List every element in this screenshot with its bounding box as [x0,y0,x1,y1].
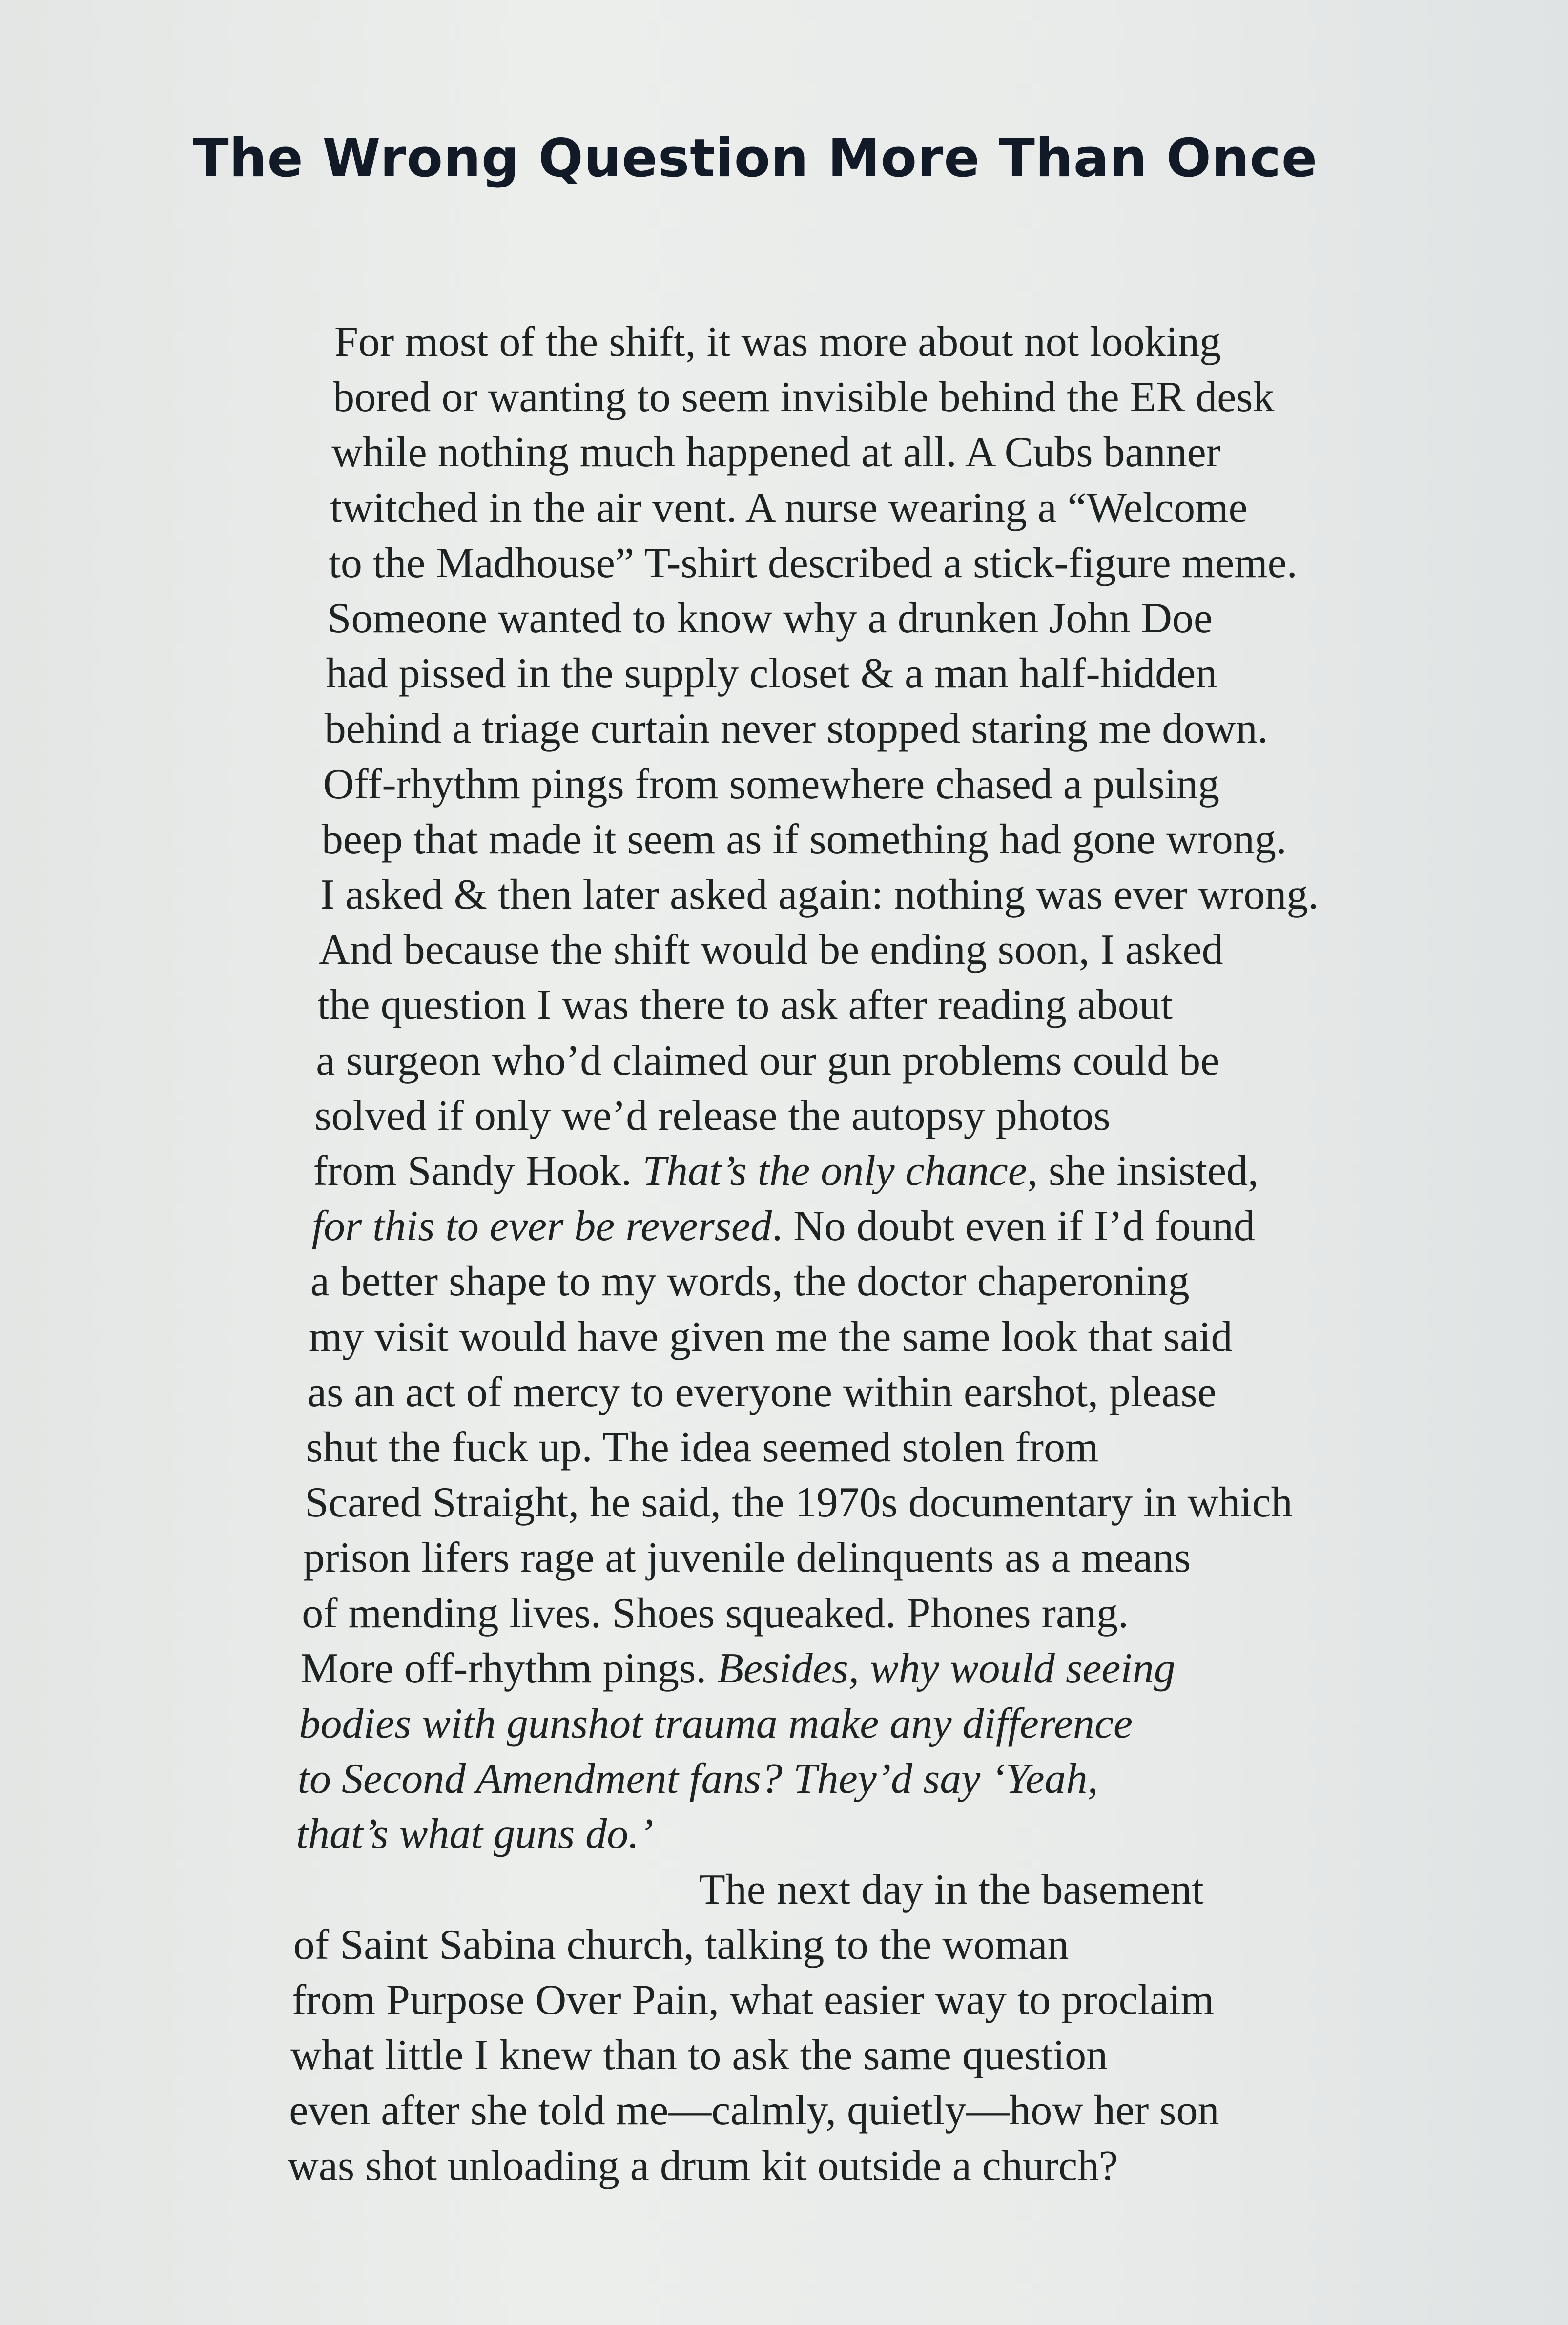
line-text: beep that made it seem as if something had gone wrong. [321,815,1287,863]
poem-line [326,646,1217,701]
line-text: to the Madhouse” T-shirt described a stick-figure meme. [329,539,1298,587]
poem-line [325,702,1268,756]
poem-line [292,1973,1214,2028]
line-text: Someone wanted to know why a drunken John Doe [327,595,1213,642]
poem-line [288,2139,1118,2194]
poem-line [319,923,1223,977]
poem-line [313,1144,1259,1199]
poem-line [316,1034,1219,1088]
poem-line [699,1863,1204,1917]
poem-line [317,978,1173,1033]
line-text: had pissed in the supply closet & a man half-hidden [326,650,1217,698]
poem-line [290,2028,1108,2083]
line-text: behind a triage curtain never stopped staring me down. [324,705,1268,753]
poem-line [314,1089,1110,1143]
poem-line [328,591,1213,646]
line-text: shut the fuck up. The idea seemed stolen from [306,1424,1099,1471]
poem-line [300,1641,1175,1696]
italic-text: That’s the only chance [642,1147,1027,1195]
poem-line [312,1199,1255,1254]
italic-text: to Second Amendment fans? They’d say ‘Yeah, [297,1755,1098,1803]
line-text: what little I knew than to ask the same question [290,2032,1108,2079]
line-text: was shot unloading a drum kit outside a church? [288,2142,1118,2190]
poem-line [293,1918,1069,1972]
line-text: even after she told me—calmly, quietly—how her son [289,2087,1219,2135]
poem-line [310,1254,1190,1309]
line-text: For most of the shift, it was more about not looking [334,318,1221,366]
line-text: my visit would have given me the same look that said [309,1313,1233,1361]
line-text: Off-rhythm pings from somewhere chased a pulsing [323,760,1219,808]
line-text: . No doubt even if I’d found [772,1203,1255,1250]
poem-line [331,425,1220,480]
poem-line [305,1475,1293,1530]
line-text: bored or wanting to seem invisible behind the ER desk [333,374,1275,421]
line-text: a surgeon who’d claimed our gun problems could be [316,1037,1220,1084]
line-text: Scared Straight, he said, the 1970s documentary in which [305,1479,1293,1527]
poem-line [323,757,1219,812]
italic-text: for this to ever be reversed [311,1203,772,1250]
line-text: from Purpose Over Pain, what easier way to proclaim [292,1976,1215,2024]
line-text: of Saint Sabina church, talking to the woman [293,1921,1069,1969]
poem-line [302,1586,1129,1641]
line-text: while nothing much happened at all. A Cubs banner [331,429,1220,477]
line-text: I asked & then later asked again: nothing was ever wrong. [320,871,1319,918]
poem-line [329,536,1297,591]
line-text: from Sandy Hook. [313,1147,643,1195]
poem-line [308,1365,1217,1420]
line-text: as an act of mercy to everyone within earshot, please [307,1368,1217,1416]
poem-line [330,481,1247,536]
italic-text: bodies with gunshot trauma make any difference [299,1700,1133,1747]
italic-text: that’s what guns do.’ [296,1810,654,1858]
poem-line [298,1752,1098,1806]
poem-line [289,2083,1219,2138]
poem-line [334,315,1221,370]
line-text: prison lifers rage at juvenile delinquents as a means [303,1534,1191,1582]
line-text: of mending lives. Shoes squeaked. Phones rang. [302,1589,1129,1637]
poem-title: The Wrong Question More Than Once [193,128,1318,189]
line-text: More off-rhythm pings. [300,1644,718,1692]
poem-line [299,1697,1133,1751]
poem-line [296,1807,654,1862]
line-text: And because the shift would be ending soon, I asked [319,926,1223,974]
line-text: , she insisted, [1027,1147,1259,1195]
italic-text: Besides, why would seeing [717,1644,1176,1692]
line-text: twitched in the air vent. A nurse wearing a “Welcome [330,484,1248,532]
line-text: solved if only we’d release the autopsy photos [314,1092,1111,1140]
poem-line [322,812,1287,867]
poem-line [333,370,1274,425]
poem-line [303,1531,1191,1585]
poem-line [309,1310,1233,1365]
poem-line [306,1420,1099,1475]
poem-line [320,868,1319,922]
line-text: The next day in the basement [699,1866,1204,1913]
line-text: the question I was there to ask after reading about [317,981,1173,1029]
line-text: a better shape to my words, the doctor chaperoning [310,1258,1190,1306]
